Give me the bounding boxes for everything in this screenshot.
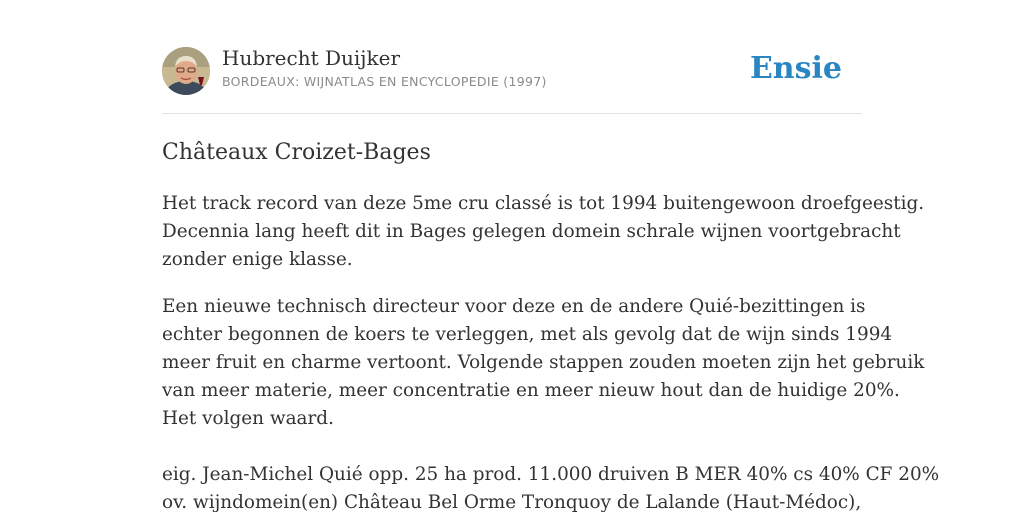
text-line: meer fruit en charme vertoont. Volgende stappen zouden moeten zijn het gebruik <box>162 352 925 373</box>
author-avatar[interactable] <box>162 47 210 95</box>
entry-title: Châteaux Croizet-Bages <box>162 140 431 165</box>
text-line: zonder enige klasse. <box>162 249 353 270</box>
header-divider <box>162 113 862 114</box>
book-title[interactable]: BORDEAUX: WIJNATLAS EN ENCYCLOPEDIE (1997) <box>222 74 547 89</box>
author-portrait-icon <box>162 47 210 95</box>
text-line: van meer materie, meer concentratie en meer nieuw hout dan de huidige 20%. <box>162 380 900 401</box>
text-line: Een nieuwe technisch directeur voor deze en de andere Quié-bezittingen is <box>162 296 866 317</box>
ensie-logo[interactable]: Ensie <box>749 51 842 86</box>
entry-body <box>162 190 940 512</box>
text-line: Decennia lang heeft dit in Bages gelegen domein schrale wijnen voortgebracht <box>162 221 901 242</box>
text-line: Het volgen waard. <box>162 408 334 429</box>
paragraph-1 <box>162 190 925 274</box>
text-line: Het track record van deze 5me cru classé is tot 1994 buitengewoon droefgeestig. <box>162 193 925 214</box>
entry-header <box>162 46 862 96</box>
text-line: echter begonnen de koers te verleggen, met als gevolg dat de wijn sinds 1994 <box>162 324 893 345</box>
author-name[interactable]: Hubrecht Duijker <box>222 46 401 70</box>
paragraph-2 <box>162 293 940 512</box>
facts-line: eig. Jean-Michel Quié opp. 25 ha prod. 11.000 druiven B MER 40% cs 40% CF 20% <box>162 464 940 485</box>
facts-line: ov. wijndomein(en) Château Bel Orme Tronquoy de Lalande (Haut-Médoc), <box>162 492 862 512</box>
blank-line <box>162 433 872 461</box>
